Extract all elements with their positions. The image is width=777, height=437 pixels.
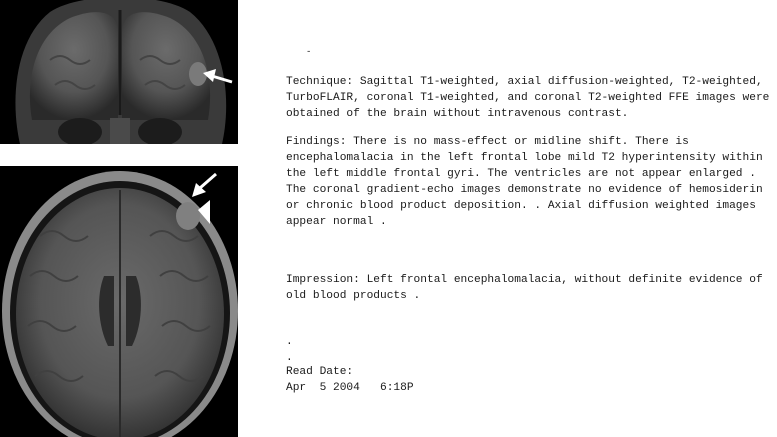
radiology-report (286, 0, 774, 437)
dot-line-1: . (286, 336, 293, 348)
dot-line-2: . (286, 352, 293, 364)
coronal-mri-image (0, 0, 238, 144)
axial-mri-image (0, 166, 238, 437)
header-mark: - (306, 47, 312, 57)
read-date-value: Apr 5 2004 6:18P (286, 382, 414, 394)
axial-mri-drawing (0, 166, 238, 437)
impression-section: Impression: Left frontal encephalomalacia, without definite evidence of old blood products . (286, 274, 763, 302)
read-date-label: Read Date: (286, 366, 354, 378)
coronal-mri-drawing (0, 0, 238, 144)
findings-section: Findings: There is no mass-effect or midline shift. There is encephalomalacia in the left frontal lobe mild T2 hyperintensity within the left middle frontal gyri. The ventricles are not appear enlarged . The coronal gradient-echo images demonstrate no evidence of hemosiderin or chronic blood product deposition. . Axial diffusion weighted images appear normal . (286, 136, 763, 228)
arrow-down-left-icon (192, 174, 216, 197)
technique-section: Technique: Sagittal T1-weighted, axial diffusion-weighted, T2-weighted, TurboFLAIR, coronal T1-weighted, and coronal T2-weighted FFE images were obtained of the brain without intravenous contrast. (286, 76, 770, 120)
